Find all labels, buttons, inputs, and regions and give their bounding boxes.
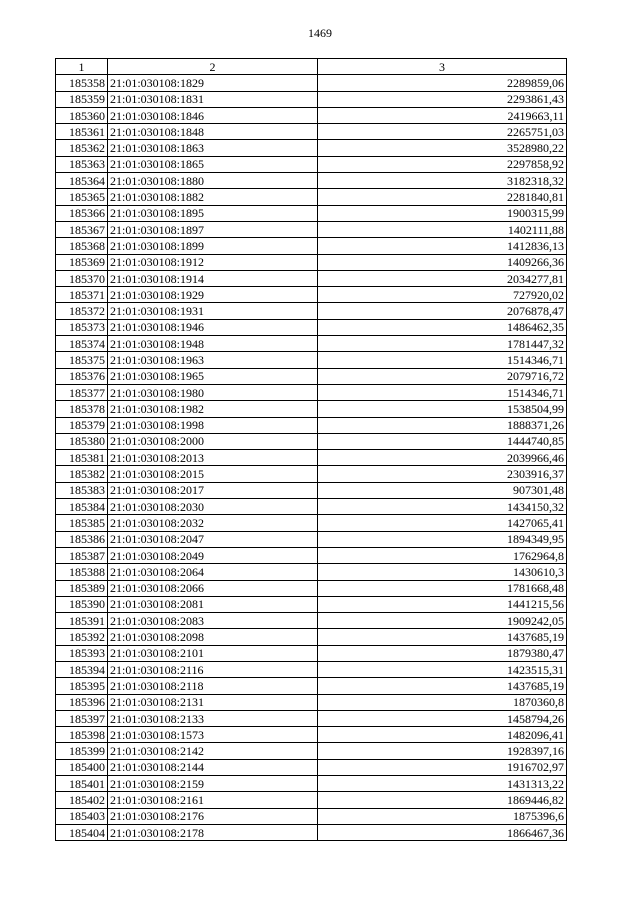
cadastral-value-cell: 1427065,41 [318,515,567,531]
cadastral-number-cell: 21:01:030108:1865 [108,156,318,172]
cadastral-number-cell: 21:01:030108:2030 [108,499,318,515]
cadastral-number-cell: 21:01:030108:1998 [108,417,318,433]
row-number-cell: 185373 [56,319,108,335]
table-row [56,107,567,123]
cadastral-number-cell: 21:01:030108:1948 [108,336,318,352]
cadastral-value-cell: 1434150,32 [318,499,567,515]
cadastral-number-cell: 21:01:030108:1914 [108,270,318,286]
row-number-cell: 185397 [56,710,108,726]
table-row [56,645,567,661]
table-header-row [56,59,567,75]
cadastral-number-cell: 21:01:030108:2131 [108,694,318,710]
table-row [56,661,567,677]
row-number-cell: 185393 [56,645,108,661]
table-row [56,401,567,417]
row-number-cell: 185359 [56,91,108,107]
row-number-cell: 185370 [56,270,108,286]
table-row [56,254,567,270]
table-row [56,417,567,433]
cadastral-value-cell: 1431313,22 [318,776,567,792]
cadastral-number-cell: 21:01:030108:2098 [108,629,318,645]
table-row [56,499,567,515]
cadastral-value-cell: 1538504,99 [318,401,567,417]
table-row [56,808,567,824]
row-number-cell: 185371 [56,287,108,303]
table-row [56,140,567,156]
table-row [56,596,567,612]
table-row [56,173,567,189]
cadastral-value-table [55,58,567,841]
row-number-cell: 185379 [56,417,108,433]
cadastral-number-cell: 21:01:030108:1897 [108,221,318,237]
cadastral-value-cell: 2076878,47 [318,303,567,319]
row-number-cell: 185390 [56,596,108,612]
cadastral-value-cell: 1482096,41 [318,727,567,743]
row-number-cell: 185380 [56,433,108,449]
cadastral-number-cell: 21:01:030108:2159 [108,776,318,792]
cadastral-value-cell: 2265751,03 [318,124,567,140]
cadastral-value-cell: 1866467,36 [318,824,567,840]
cadastral-number-cell: 21:01:030108:1980 [108,384,318,400]
table-row [56,368,567,384]
row-number-cell: 185368 [56,238,108,254]
cadastral-value-cell: 1409266,36 [318,254,567,270]
cadastral-value-cell: 1437685,19 [318,629,567,645]
cadastral-value-cell: 1916702,97 [318,759,567,775]
cadastral-number-cell: 21:01:030108:1863 [108,140,318,156]
table-row [56,613,567,629]
cadastral-value-cell: 1402111,88 [318,221,567,237]
table-row [56,270,567,286]
cadastral-number-cell: 21:01:030108:1573 [108,727,318,743]
row-number-cell: 185372 [56,303,108,319]
cadastral-number-cell: 21:01:030108:2101 [108,645,318,661]
cadastral-value-cell: 2079716,72 [318,368,567,384]
cadastral-value-cell: 1875396,6 [318,808,567,824]
cadastral-value-cell: 727920,02 [318,287,567,303]
cadastral-value-cell: 1486462,35 [318,319,567,335]
cadastral-number-cell: 21:01:030108:1880 [108,173,318,189]
table-row [56,727,567,743]
cadastral-value-cell: 1444740,85 [318,433,567,449]
row-number-cell: 185386 [56,531,108,547]
cadastral-number-cell: 21:01:030108:2081 [108,596,318,612]
cadastral-value-cell: 1437685,19 [318,678,567,694]
cadastral-value-cell: 1458794,26 [318,710,567,726]
cadastral-value-cell: 1423515,31 [318,661,567,677]
table-row [56,156,567,172]
cadastral-number-cell: 21:01:030108:2000 [108,433,318,449]
table-row [56,531,567,547]
cadastral-number-cell: 21:01:030108:2017 [108,482,318,498]
row-number-cell: 185361 [56,124,108,140]
cadastral-value-cell: 1870360,8 [318,694,567,710]
row-number-cell: 185374 [56,336,108,352]
cadastral-value-cell: 1412836,13 [318,238,567,254]
cadastral-value-cell: 1514346,71 [318,384,567,400]
cadastral-value-cell: 1879380,47 [318,645,567,661]
table-row [56,433,567,449]
row-number-cell: 185394 [56,661,108,677]
table-row [56,792,567,808]
table-row [56,91,567,107]
cadastral-value-cell: 2039966,46 [318,450,567,466]
table-row [56,547,567,563]
cadastral-number-cell: 21:01:030108:1882 [108,189,318,205]
table-row [56,482,567,498]
cadastral-number-cell: 21:01:030108:2144 [108,759,318,775]
cadastral-number-cell: 21:01:030108:1899 [108,238,318,254]
row-number-cell: 185403 [56,808,108,824]
row-number-cell: 185367 [56,221,108,237]
cadastral-number-cell: 21:01:030108:1965 [108,368,318,384]
row-number-cell: 185381 [56,450,108,466]
row-number-cell: 185365 [56,189,108,205]
row-number-cell: 185377 [56,384,108,400]
row-number-cell: 185389 [56,580,108,596]
cadastral-value-cell: 2419663,11 [318,107,567,123]
cadastral-value-cell: 1781447,32 [318,336,567,352]
row-number-cell: 185401 [56,776,108,792]
table-row [56,466,567,482]
page-number: 1469 [308,26,332,40]
table-row [56,678,567,694]
table-body [56,75,567,841]
row-number-cell: 185400 [56,759,108,775]
cadastral-number-cell: 21:01:030108:2133 [108,710,318,726]
table-row [56,319,567,335]
cadastral-number-cell: 21:01:030108:2066 [108,580,318,596]
table-row [56,352,567,368]
row-number-cell: 185398 [56,727,108,743]
cadastral-number-cell: 21:01:030108:1982 [108,401,318,417]
cadastral-number-cell: 21:01:030108:1912 [108,254,318,270]
table-row [56,221,567,237]
row-number-cell: 185360 [56,107,108,123]
row-number-cell: 185382 [56,466,108,482]
table-row [56,124,567,140]
cadastral-value-cell: 1888371,26 [318,417,567,433]
cadastral-value-cell: 2293861,43 [318,91,567,107]
row-number-cell: 185375 [56,352,108,368]
row-number-cell: 185364 [56,173,108,189]
cadastral-number-cell: 21:01:030108:2142 [108,743,318,759]
row-number-cell: 185383 [56,482,108,498]
cadastral-number-cell: 21:01:030108:2032 [108,515,318,531]
row-number-cell: 185396 [56,694,108,710]
row-number-cell: 185358 [56,75,108,91]
row-number-cell: 185404 [56,824,108,840]
column-header-1: 1 [56,59,108,75]
cadastral-value-cell: 2289859,06 [318,75,567,91]
cadastral-number-cell: 21:01:030108:2013 [108,450,318,466]
table-row [56,515,567,531]
cadastral-value-cell: 1869446,82 [318,792,567,808]
table-row [56,759,567,775]
row-number-cell: 185387 [56,547,108,563]
cadastral-value-cell: 2281840,81 [318,189,567,205]
cadastral-number-cell: 21:01:030108:2118 [108,678,318,694]
cadastral-value-cell: 1909242,05 [318,613,567,629]
cadastral-number-cell: 21:01:030108:1831 [108,91,318,107]
table-row [56,287,567,303]
row-number-cell: 185362 [56,140,108,156]
cadastral-number-cell: 21:01:030108:2161 [108,792,318,808]
row-number-cell: 185366 [56,205,108,221]
row-number-cell: 185378 [56,401,108,417]
column-header-2: 2 [108,59,318,75]
table-row [56,384,567,400]
cadastral-value-cell: 1900315,99 [318,205,567,221]
table-row [56,564,567,580]
cadastral-number-cell: 21:01:030108:2176 [108,808,318,824]
table-row [56,75,567,91]
cadastral-value-cell: 3528980,22 [318,140,567,156]
cadastral-value-cell: 2034277,81 [318,270,567,286]
cadastral-value-cell: 1781668,48 [318,580,567,596]
row-number-cell: 185385 [56,515,108,531]
cadastral-number-cell: 21:01:030108:2047 [108,531,318,547]
cadastral-value-cell: 2303916,37 [318,466,567,482]
row-number-cell: 185399 [56,743,108,759]
table-row [56,303,567,319]
row-number-cell: 185363 [56,156,108,172]
table-row [56,189,567,205]
table-row [56,205,567,221]
row-number-cell: 185388 [56,564,108,580]
row-number-cell: 185376 [56,368,108,384]
row-number-cell: 185384 [56,499,108,515]
table-row [56,694,567,710]
cadastral-value-cell: 1894349,95 [318,531,567,547]
cadastral-number-cell: 21:01:030108:2015 [108,466,318,482]
cadastral-value-cell: 1430610,3 [318,564,567,580]
cadastral-number-cell: 21:01:030108:1963 [108,352,318,368]
cadastral-number-cell: 21:01:030108:1931 [108,303,318,319]
cadastral-value-cell: 1514346,71 [318,352,567,368]
table-row [56,580,567,596]
cadastral-number-cell: 21:01:030108:1946 [108,319,318,335]
cadastral-number-cell: 21:01:030108:2083 [108,613,318,629]
table-row [56,743,567,759]
cadastral-value-cell: 2297858,92 [318,156,567,172]
row-number-cell: 185395 [56,678,108,694]
row-number-cell: 185391 [56,613,108,629]
table-row [56,710,567,726]
cadastral-number-cell: 21:01:030108:2178 [108,824,318,840]
cadastral-number-cell: 21:01:030108:1829 [108,75,318,91]
cadastral-value-cell: 1928397,16 [318,743,567,759]
table-row [56,450,567,466]
cadastral-value-cell: 1441215,56 [318,596,567,612]
table-row [56,336,567,352]
table-row [56,776,567,792]
cadastral-value-cell: 907301,48 [318,482,567,498]
column-header-3: 3 [318,59,567,75]
cadastral-number-cell: 21:01:030108:1846 [108,107,318,123]
row-number-cell: 185402 [56,792,108,808]
table-row [56,629,567,645]
cadastral-value-cell: 1762964,8 [318,547,567,563]
cadastral-number-cell: 21:01:030108:2064 [108,564,318,580]
cadastral-number-cell: 21:01:030108:2049 [108,547,318,563]
cadastral-number-cell: 21:01:030108:1929 [108,287,318,303]
cadastral-number-cell: 21:01:030108:1848 [108,124,318,140]
row-number-cell: 185369 [56,254,108,270]
table-row [56,824,567,840]
row-number-cell: 185392 [56,629,108,645]
cadastral-number-cell: 21:01:030108:1895 [108,205,318,221]
cadastral-number-cell: 21:01:030108:2116 [108,661,318,677]
cadastral-value-cell: 3182318,32 [318,173,567,189]
table-row [56,238,567,254]
